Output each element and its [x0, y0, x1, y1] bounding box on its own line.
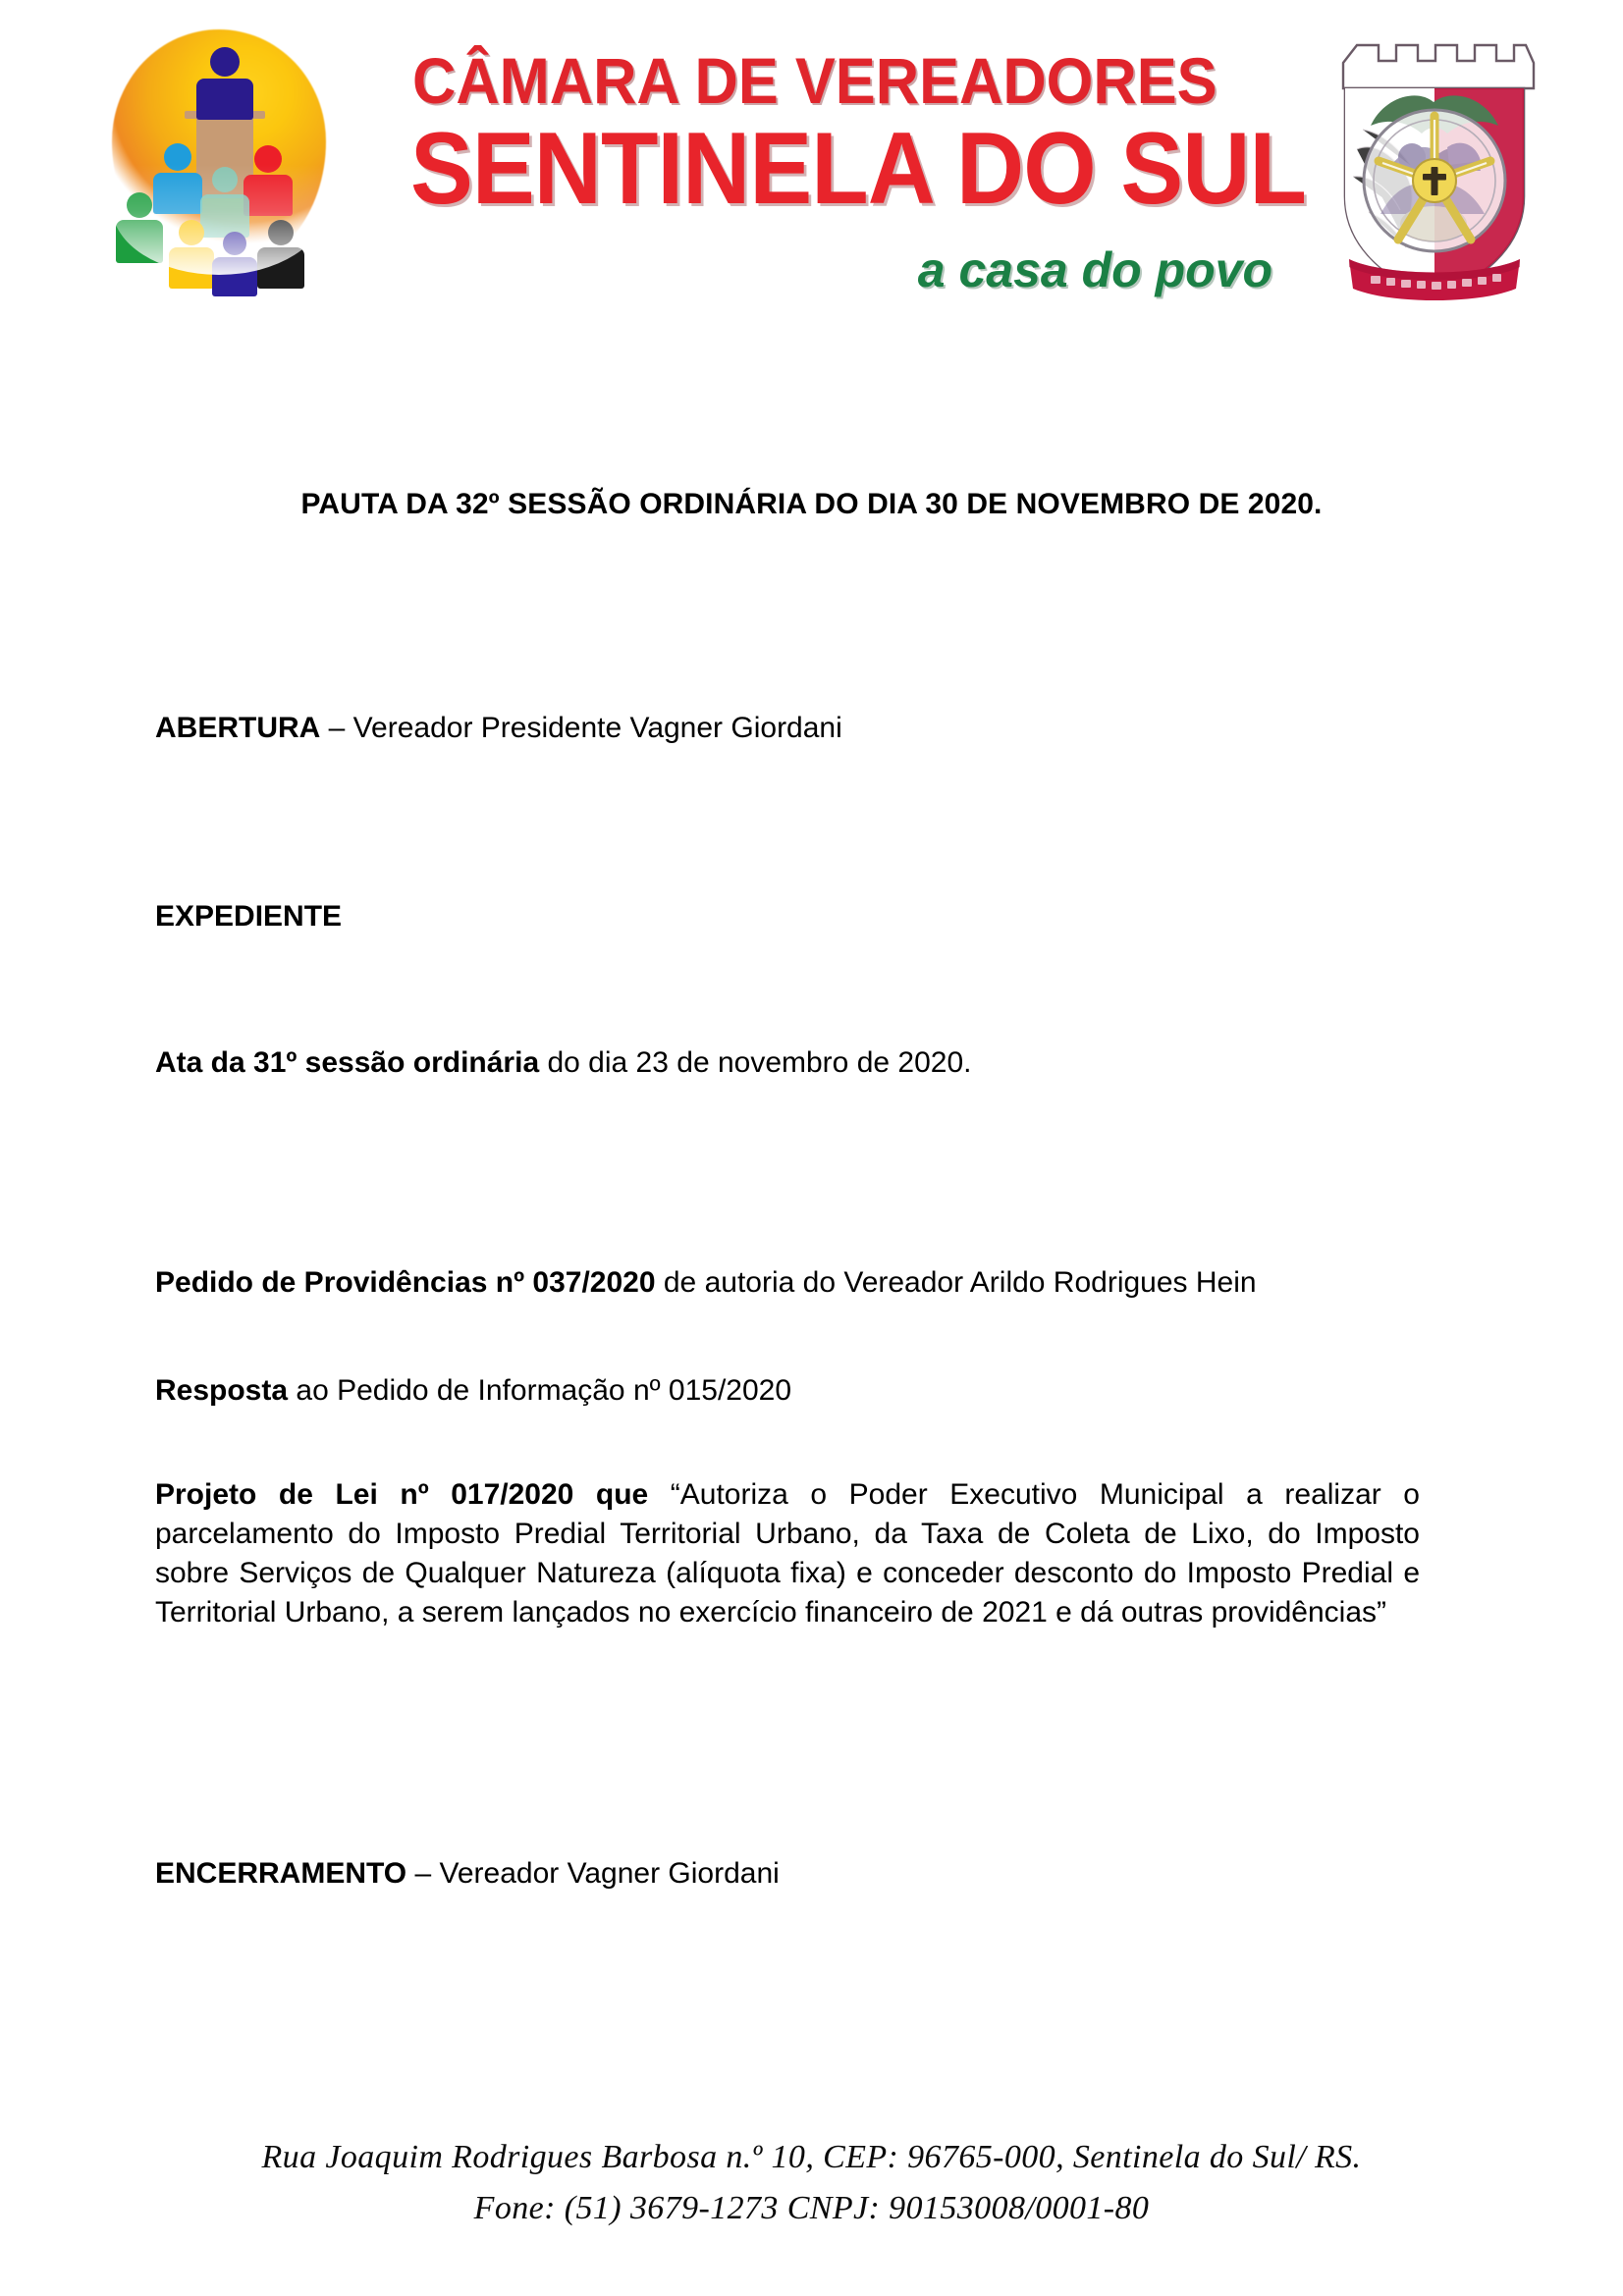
- section-projeto-label: Projeto de Lei nº 017/2020 que: [155, 1478, 649, 1511]
- page-title: PAUTA DA 32º SESSÃO ORDINÁRIA DO DIA 30 DE NOVEMBRO DE 2020.: [300, 488, 1323, 520]
- section-resposta: [155, 1371, 1420, 1411]
- section-ata-label: Ata da 31º sessão ordinária: [155, 1046, 540, 1079]
- camara-emblem-icon: [86, 18, 353, 285]
- section-resposta-label: Resposta: [155, 1374, 289, 1407]
- section-encerramento-text: – Vereador Vagner Giordani: [406, 1857, 780, 1890]
- section-abertura-label: ABERTURA: [155, 712, 321, 744]
- footer-address: Rua Joaquim Rodrigues Barbosa n.º 10, CEP: 96765-000, Sentinela do Sul/ RS.: [261, 2139, 1362, 2175]
- section-ata: [155, 1043, 1420, 1083]
- wordmark-line-sentinela: SENTINELA DO SUL: [410, 112, 1306, 226]
- section-abertura: [155, 709, 1420, 748]
- section-abertura-text: – Vereador Presidente Vagner Giordani: [320, 712, 842, 744]
- document-footer: [0, 2132, 1623, 2234]
- footer-contact: Fone: (51) 3679-1273 CNPJ: 90153008/0001-80: [473, 2190, 1150, 2226]
- section-resposta-text: ao Pedido de Informação nº 015/2020: [288, 1374, 792, 1407]
- section-encerramento-label: ENCERRAMENTO: [155, 1857, 407, 1890]
- section-pedido-de-providencias: [155, 1263, 1420, 1303]
- section-pedido-label: Pedido de Providências nº 037/2020: [155, 1266, 656, 1299]
- wordmark-line-camara: CÂMARA DE VEREADORES: [412, 44, 1217, 117]
- wordmark-tagline: a casa do povo: [917, 242, 1272, 297]
- section-pedido-text: de autoria do Vereador Arildo Rodrigues Hein: [655, 1266, 1257, 1299]
- section-encerramento: [155, 1854, 1420, 1894]
- section-expediente-label: EXPEDIENTE: [155, 900, 343, 933]
- coat-of-arms-icon: [1324, 31, 1544, 306]
- document-header: [0, 0, 1623, 393]
- section-projeto-text: “Autoriza o Poder Executivo Municipal a realizar o parcelamento do Imposto Predial Territorial Urbano, da Taxa de Coleta de Lixo, do Imposto sobre Serviços de Qualquer Natureza (alíquota fixa) e conceder desconto do Imposto Predial e Territorial Urbano, a serem lançados no exercício financeiro de 2021 e dá outras providências”: [155, 1478, 1420, 1629]
- section-projeto-de-lei: [155, 1475, 1420, 1632]
- section-ata-text: do dia 23 de novembro de 2020.: [539, 1046, 972, 1079]
- camara-wordmark: [410, 37, 1306, 300]
- figure-speaker-icon: [196, 47, 253, 120]
- section-expediente: [155, 897, 1420, 936]
